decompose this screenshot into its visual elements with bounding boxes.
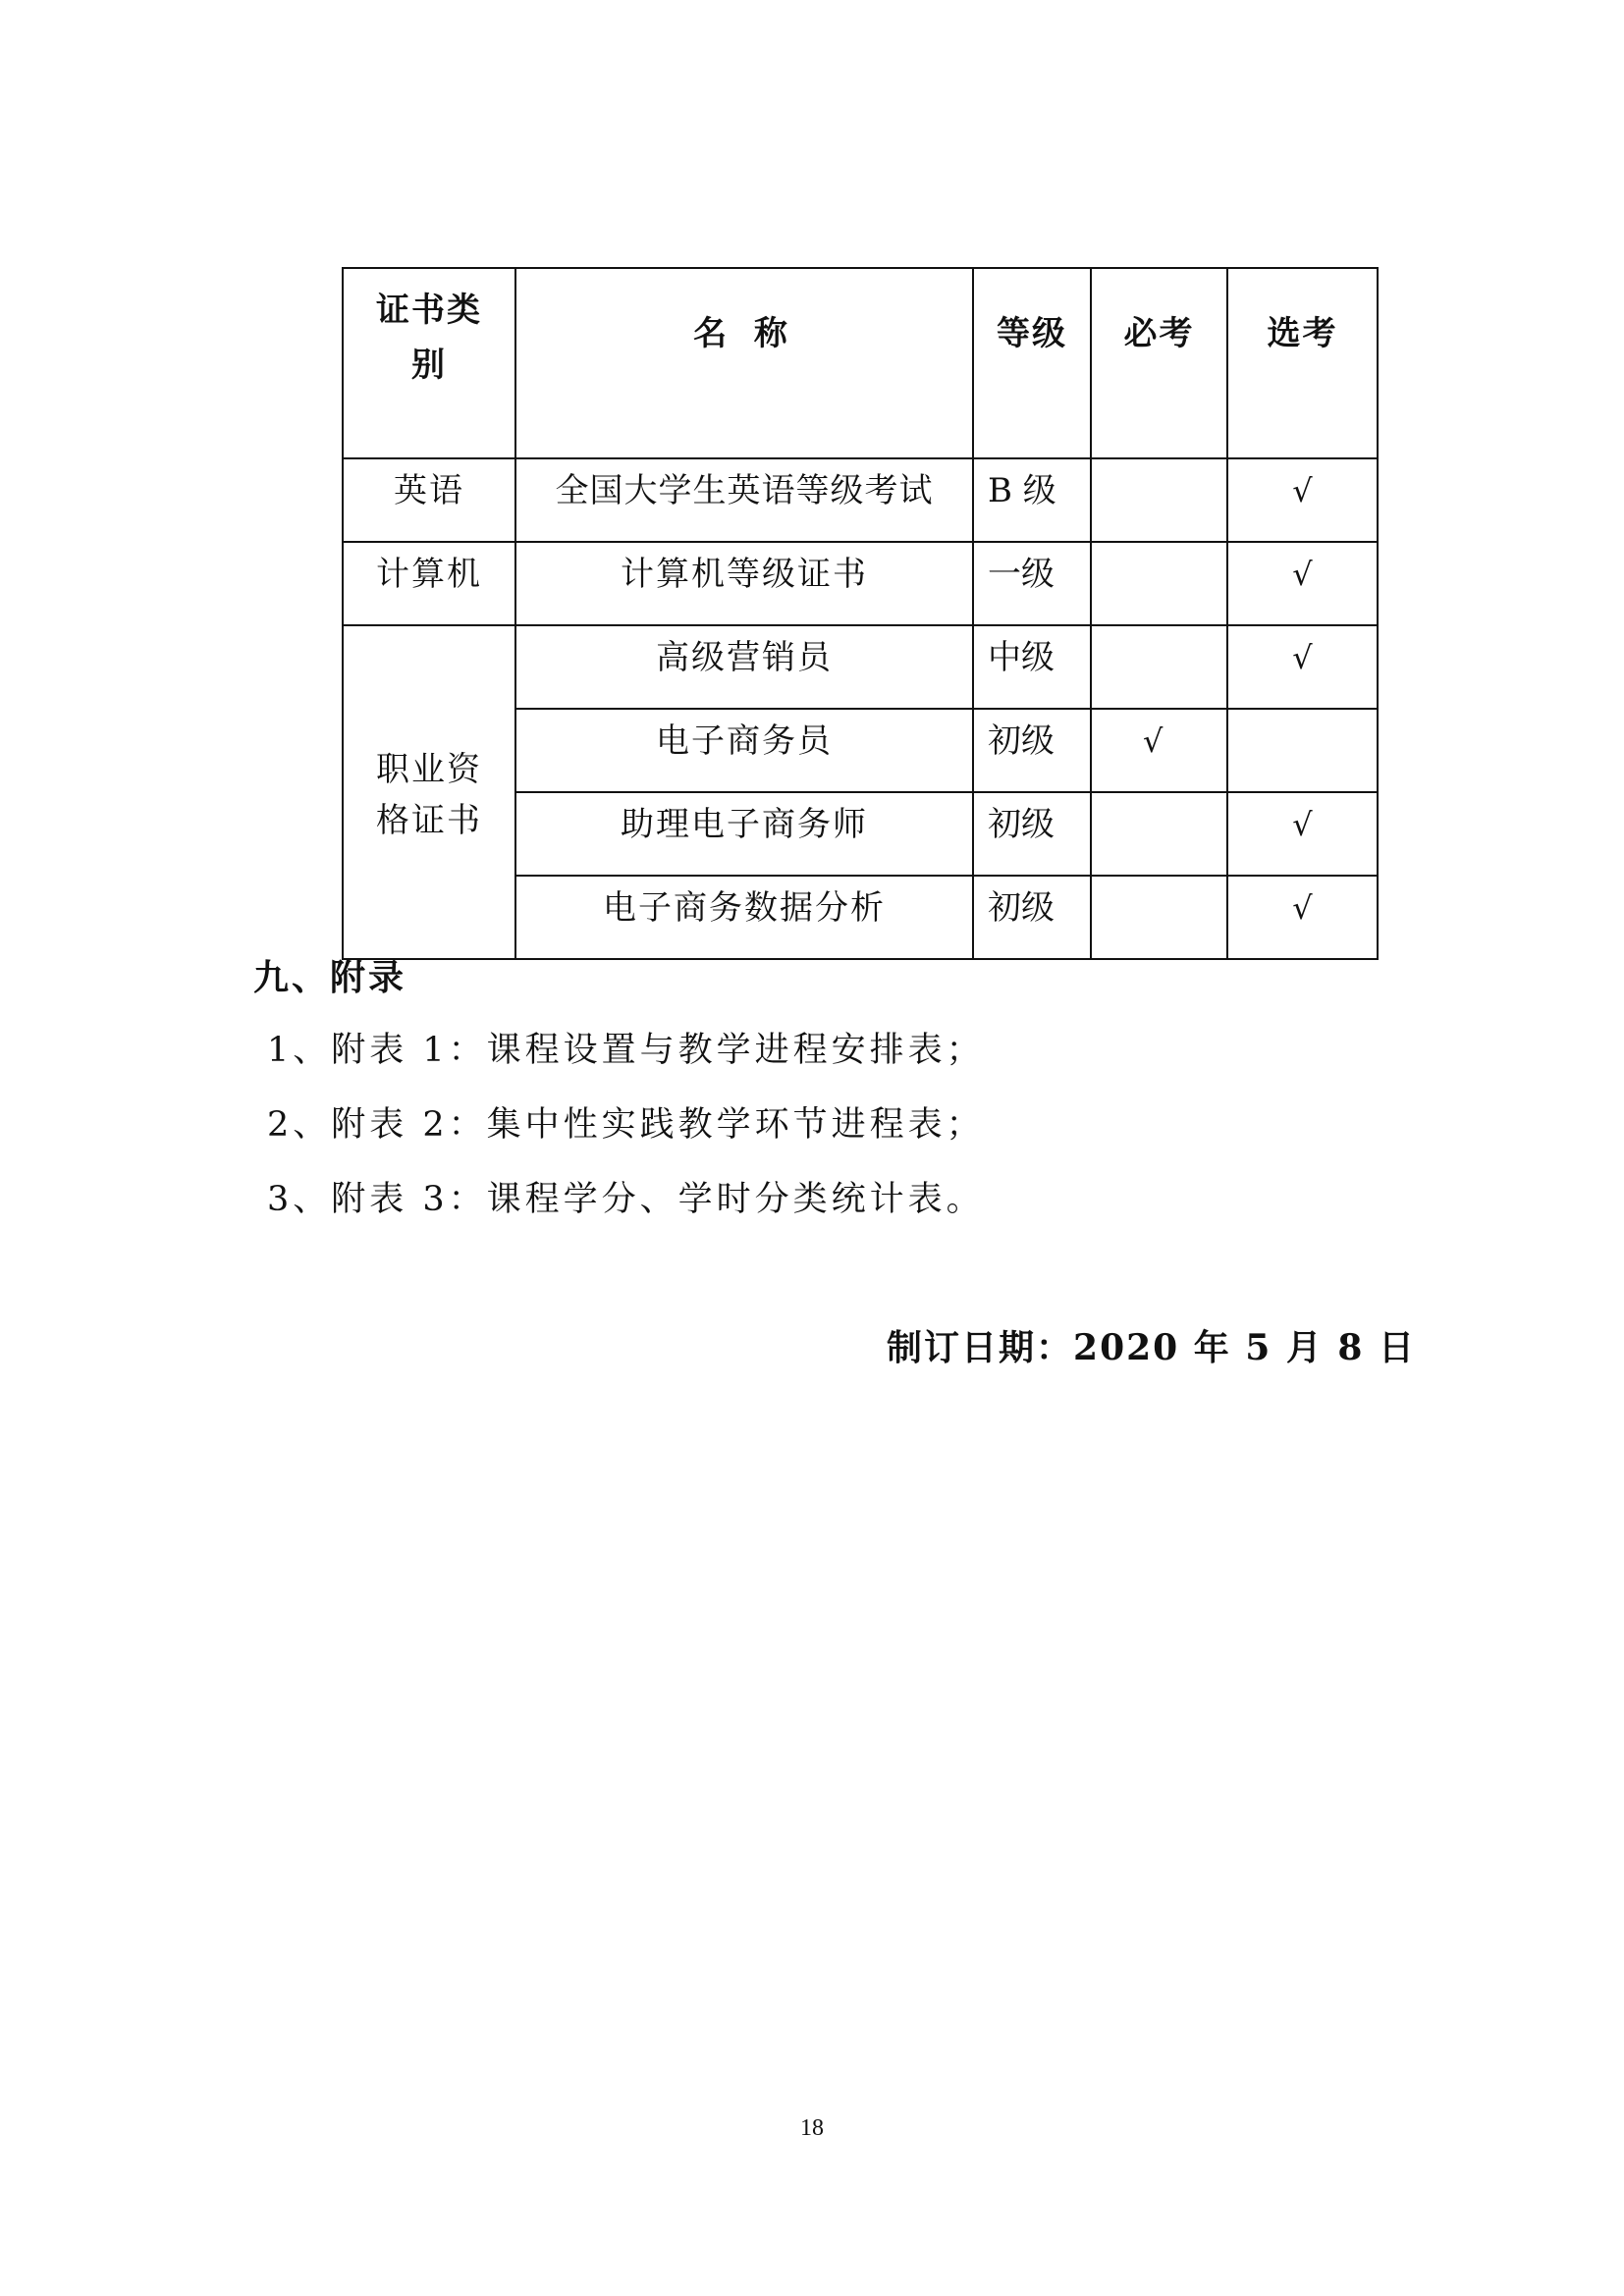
cell-name: 计算机等级证书: [515, 542, 973, 625]
merged-category-line1: 职业资: [376, 750, 482, 789]
appendix-list: [267, 1021, 985, 1245]
cell-category-merged: [343, 625, 515, 959]
page-number: 18: [800, 2115, 824, 2141]
cell-name: 电子商务员: [515, 709, 973, 792]
cell-name: 全国大学生英语等级考试: [515, 458, 973, 542]
revision-date: 制订日期：2020 年 5 月 8 日: [887, 1327, 1416, 1368]
header-required: 必考: [1091, 268, 1227, 458]
cell-optional: √: [1227, 542, 1378, 625]
table-row: [343, 542, 1378, 625]
cell-grade: 初级: [973, 876, 1091, 959]
cell-required: [1091, 542, 1227, 625]
cell-optional: √: [1227, 876, 1378, 959]
cell-grade: 初级: [973, 709, 1091, 792]
cell-required: [1091, 625, 1227, 709]
header-grade: 等级: [973, 268, 1091, 458]
cell-category: 计算机: [343, 542, 515, 625]
header-name: 名 称: [515, 268, 973, 458]
cell-optional: √: [1227, 625, 1378, 709]
cell-required: √: [1091, 709, 1227, 792]
header-optional: 选考: [1227, 268, 1378, 458]
cell-grade: 初级: [973, 792, 1091, 876]
cell-required: [1091, 792, 1227, 876]
merged-category-line2: 格证书: [376, 801, 482, 840]
cell-required: [1091, 458, 1227, 542]
list-item: 1、附表 1：课程设置与教学进程安排表；: [267, 1031, 985, 1070]
cell-optional: [1227, 709, 1378, 792]
cell-grade: B 级: [973, 458, 1091, 542]
header-category-line2: 别: [411, 346, 447, 385]
header-category-line1: 证书类: [376, 291, 482, 330]
list-item: 2、附表 2：集中性实践教学环节进程表；: [267, 1105, 985, 1145]
cell-grade: 中级: [973, 625, 1091, 709]
cell-optional: √: [1227, 458, 1378, 542]
cell-grade: 一级: [973, 542, 1091, 625]
header-category: [343, 268, 515, 458]
cell-name: 电子商务数据分析: [515, 876, 973, 959]
cell-category: 英语: [343, 458, 515, 542]
list-item: 3、附表 3：课程学分、学时分类统计表。: [267, 1180, 985, 1219]
table-header-row: [343, 268, 1378, 458]
section-title: 九、附录: [253, 957, 407, 998]
cell-optional: √: [1227, 792, 1378, 876]
cell-name: 高级营销员: [515, 625, 973, 709]
table-row: [343, 458, 1378, 542]
cell-required: [1091, 876, 1227, 959]
table-row: [343, 625, 1378, 709]
certificate-table: [342, 267, 1379, 960]
cell-name: 助理电子商务师: [515, 792, 973, 876]
